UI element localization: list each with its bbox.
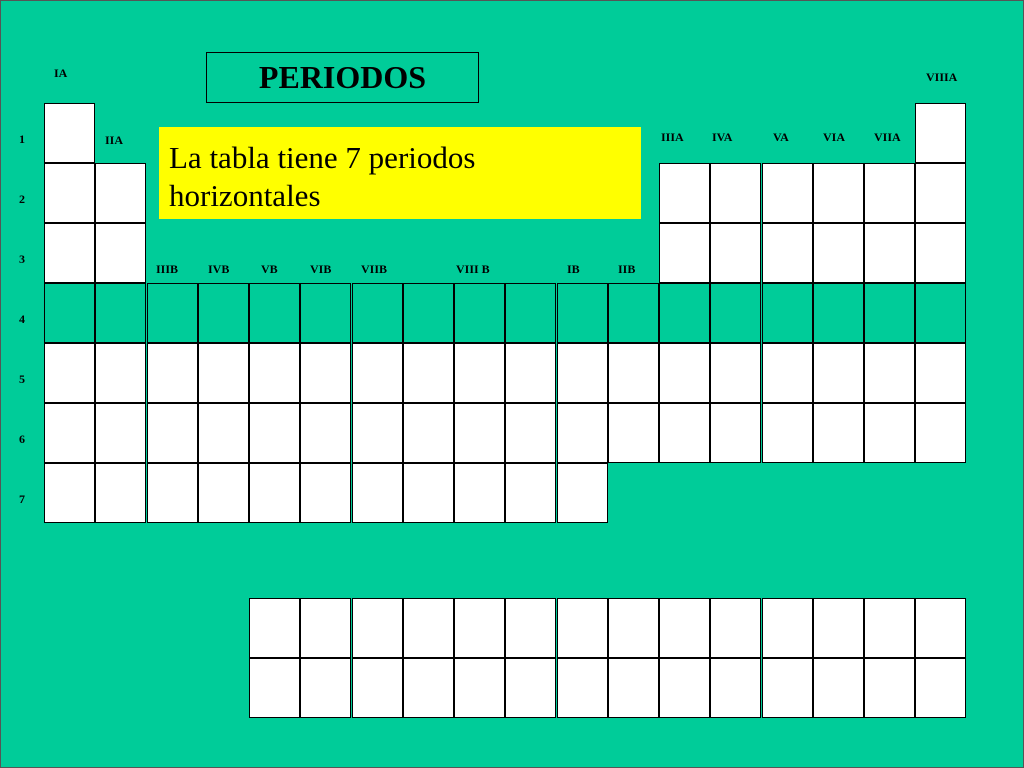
f-block-cell-r1-c1 (249, 598, 300, 658)
element-cell-p6-g16 (813, 403, 864, 463)
element-cell-p2-g17 (864, 163, 915, 223)
element-cell-p4-g3 (147, 283, 198, 343)
element-cell-p3-g18 (915, 223, 966, 283)
f-block-cell-r1-c14 (915, 598, 966, 658)
group-label-iiia: IIIA (661, 130, 684, 144)
element-cell-p4-g4 (198, 283, 249, 343)
f-block-cell-r2-c1 (249, 658, 300, 718)
element-cell-p3-g1 (44, 223, 95, 283)
period-label-7: 7 (19, 492, 25, 506)
f-block-cell-r1-c9 (659, 598, 710, 658)
element-cell-p2-g13 (659, 163, 710, 223)
element-cell-p5-g18 (915, 343, 966, 403)
f-block-cell-r1-c5 (454, 598, 505, 658)
element-cell-p4-g11 (557, 283, 608, 343)
element-cell-p6-g8 (403, 403, 454, 463)
group-label-via: VIA (823, 130, 846, 144)
element-cell-p6-g18 (915, 403, 966, 463)
element-cell-p6-g4 (198, 403, 249, 463)
period-label-4: 4 (19, 312, 25, 326)
element-cell-p6-g14 (710, 403, 761, 463)
f-block-cell-r1-c3 (352, 598, 403, 658)
element-cell-p7-g3 (147, 463, 198, 523)
period-label-5: 5 (19, 372, 25, 386)
group-label-ib: IB (567, 262, 580, 276)
element-cell-p6-g17 (864, 403, 915, 463)
element-cell-p7-g2 (95, 463, 146, 523)
group-label-va: VA (773, 130, 789, 144)
element-cell-p2-g18 (915, 163, 966, 223)
element-cell-p4-g2 (95, 283, 146, 343)
period-label-3: 3 (19, 252, 25, 266)
element-cell-p4-g16 (813, 283, 864, 343)
element-cell-p5-g15 (762, 343, 813, 403)
element-cell-p4-g1 (44, 283, 95, 343)
f-block-cell-r2-c13 (864, 658, 915, 718)
element-cell-p6-g3 (147, 403, 198, 463)
note-box (159, 127, 641, 219)
f-block-cell-r2-c9 (659, 658, 710, 718)
element-cell-p5-g4 (198, 343, 249, 403)
f-block-cell-r2-c2 (300, 658, 351, 718)
element-cell-p5-g10 (505, 343, 556, 403)
f-block-cell-r1-c6 (505, 598, 556, 658)
element-cell-p4-g9 (454, 283, 505, 343)
period-label-6: 6 (19, 432, 25, 446)
element-cell-p3-g17 (864, 223, 915, 283)
group-label-iva: IVA (712, 130, 733, 144)
element-cell-p7-g6 (300, 463, 351, 523)
f-block-cell-r1-c2 (300, 598, 351, 658)
element-cell-p7-g1 (44, 463, 95, 523)
group-label-viib: VIIB (361, 262, 388, 276)
element-cell-p5-g5 (249, 343, 300, 403)
element-cell-p6-g10 (505, 403, 556, 463)
element-cell-p4-g18 (915, 283, 966, 343)
element-cell-p7-g4 (198, 463, 249, 523)
element-cell-p3-g2 (95, 223, 146, 283)
element-cell-p4-g15 (762, 283, 813, 343)
element-cell-p1-g1 (44, 103, 95, 163)
group-label-iiib: IIIB (156, 262, 179, 276)
f-block-cell-r1-c8 (608, 598, 659, 658)
element-cell-p4-g14 (710, 283, 761, 343)
f-block-cell-r2-c10 (710, 658, 761, 718)
element-cell-p3-g13 (659, 223, 710, 283)
element-cell-p5-g12 (608, 343, 659, 403)
element-cell-p7-g10 (505, 463, 556, 523)
element-cell-p7-g5 (249, 463, 300, 523)
group-label-viiia: VIIIA (926, 70, 958, 84)
element-cell-p6-g5 (249, 403, 300, 463)
f-block-cell-r2-c12 (813, 658, 864, 718)
element-cell-p5-g7 (352, 343, 403, 403)
element-cell-p3-g14 (710, 223, 761, 283)
element-cell-p2-g2 (95, 163, 146, 223)
element-cell-p5-g14 (710, 343, 761, 403)
element-cell-p2-g1 (44, 163, 95, 223)
element-cell-p5-g6 (300, 343, 351, 403)
element-cell-p6-g1 (44, 403, 95, 463)
element-cell-p6-g6 (300, 403, 351, 463)
f-block-cell-r2-c4 (403, 658, 454, 718)
element-cell-p4-g10 (505, 283, 556, 343)
element-cell-p2-g15 (762, 163, 813, 223)
element-cell-p2-g14 (710, 163, 761, 223)
element-cell-p6-g15 (762, 403, 813, 463)
f-block-cell-r2-c6 (505, 658, 556, 718)
element-cell-p3-g16 (813, 223, 864, 283)
element-cell-p4-g6 (300, 283, 351, 343)
page-title: PERIODOS (258, 59, 427, 95)
f-block-cell-r2-c3 (352, 658, 403, 718)
element-cell-p5-g9 (454, 343, 505, 403)
f-block-cell-r1-c4 (403, 598, 454, 658)
f-block-cell-r2-c11 (762, 658, 813, 718)
element-cell-p5-g3 (147, 343, 198, 403)
element-cell-p5-g2 (95, 343, 146, 403)
group-label-ia: IA (54, 66, 68, 80)
element-cell-p6-g11 (557, 403, 608, 463)
element-cell-p6-g13 (659, 403, 710, 463)
period-label-1: 1 (19, 132, 25, 146)
element-cell-p7-g11 (557, 463, 608, 523)
element-cell-p5-g16 (813, 343, 864, 403)
element-cell-p5-g8 (403, 343, 454, 403)
f-block-cell-r2-c5 (454, 658, 505, 718)
group-label-iib: IIB (618, 262, 636, 276)
element-cell-p5-g11 (557, 343, 608, 403)
period-label-2: 2 (19, 192, 25, 206)
element-cell-p6-g12 (608, 403, 659, 463)
element-cell-p5-g17 (864, 343, 915, 403)
f-block-cell-r1-c11 (762, 598, 813, 658)
f-block-cell-r2-c7 (557, 658, 608, 718)
group-label-iia: IIA (105, 133, 124, 147)
f-block-cell-r2-c14 (915, 658, 966, 718)
element-cell-p6-g7 (352, 403, 403, 463)
f-block-cell-r1-c7 (557, 598, 608, 658)
element-cell-p5-g13 (659, 343, 710, 403)
element-cell-p5-g1 (44, 343, 95, 403)
group-label-ivb: IVB (208, 262, 230, 276)
f-block-cell-r1-c12 (813, 598, 864, 658)
element-cell-p6-g9 (454, 403, 505, 463)
element-cell-p7-g9 (454, 463, 505, 523)
element-cell-p4-g5 (249, 283, 300, 343)
group-label-vib: VIB (310, 262, 332, 276)
element-cell-p4-g8 (403, 283, 454, 343)
f-block-cell-r2-c8 (608, 658, 659, 718)
element-cell-p4-g7 (352, 283, 403, 343)
element-cell-p1-g18 (915, 103, 966, 163)
element-cell-p2-g16 (813, 163, 864, 223)
group-label-viiib: VIII B (456, 262, 490, 276)
element-cell-p7-g8 (403, 463, 454, 523)
element-cell-p7-g7 (352, 463, 403, 523)
element-cell-p6-g2 (95, 403, 146, 463)
note-text: La tabla tiene 7 periodos horizontales (169, 140, 476, 213)
element-cell-p4-g12 (608, 283, 659, 343)
f-block-cell-r1-c13 (864, 598, 915, 658)
element-cell-p4-g17 (864, 283, 915, 343)
group-label-viia: VIIA (874, 130, 901, 144)
element-cell-p4-g13 (659, 283, 710, 343)
element-cell-p3-g15 (762, 223, 813, 283)
title-box (206, 52, 479, 103)
f-block-cell-r1-c10 (710, 598, 761, 658)
group-label-vb: VB (261, 262, 278, 276)
